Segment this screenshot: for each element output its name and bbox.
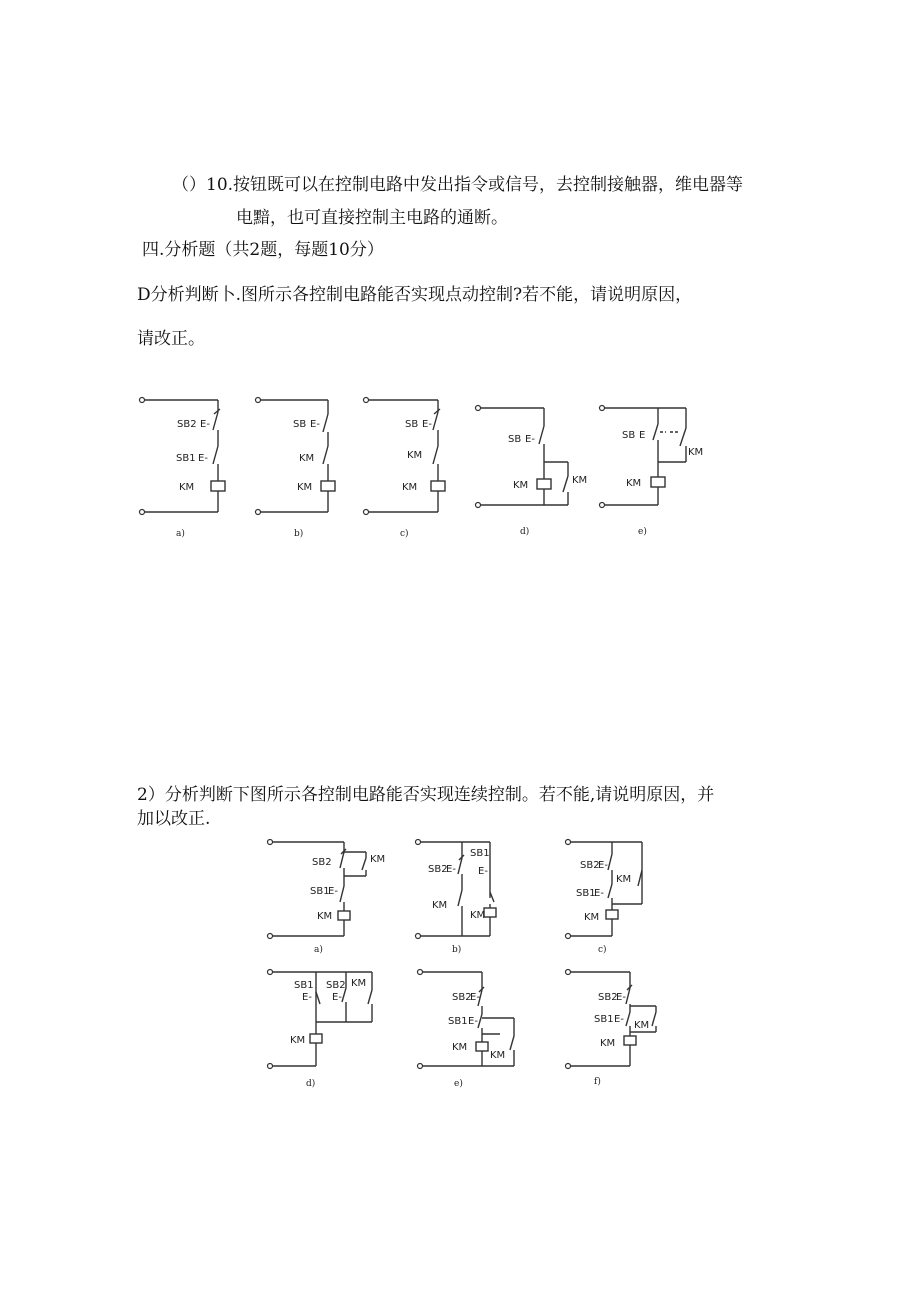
label-sb2: SB2 xyxy=(428,864,448,875)
caption-a: a) xyxy=(176,529,185,539)
caption-e: e) xyxy=(638,527,647,537)
circuit-2e xyxy=(418,970,515,1090)
circuit-2b xyxy=(416,840,497,956)
label-e: E- xyxy=(594,888,604,899)
figure-2-continuous-control-circuits xyxy=(260,832,680,1094)
label-sb2: SB2 xyxy=(312,857,332,868)
label-e: E- xyxy=(200,419,210,430)
section-4-title: 四.分析题（共2题，每题10分） xyxy=(142,240,384,260)
caption-e: e) xyxy=(454,1079,463,1089)
problem-1-line-2: 请改正。 xyxy=(137,329,205,349)
label-km: KM xyxy=(297,482,313,493)
label-e: E- xyxy=(616,992,626,1003)
label-e: E- xyxy=(310,419,320,430)
caption-a: a) xyxy=(314,945,323,955)
label-sb1: SB1 xyxy=(176,453,196,464)
label-km: KM xyxy=(513,480,529,491)
caption-b: b) xyxy=(452,945,462,955)
label-sb: SB xyxy=(622,430,636,441)
label-sb2: SB2 xyxy=(452,992,472,1003)
label-sb: SB xyxy=(293,419,307,430)
label-sb1: SB1 xyxy=(594,1014,614,1025)
label-sb1: SB1 xyxy=(448,1016,468,1027)
label-km: KM xyxy=(407,450,423,461)
caption-d: d) xyxy=(306,1079,316,1089)
problem-2-line-1: 2）分析判断下图所示各控制电路能否实现连续控制。若不能,请说明原因，并 xyxy=(137,785,715,805)
label-km: KM xyxy=(351,978,367,989)
label-e: E- xyxy=(446,864,456,875)
question-10-line-1: （）10.按钮既可以在控制电路中发出指令或信号，去控制接触器，维电器等 xyxy=(172,175,744,195)
label-km: KM xyxy=(452,1042,468,1053)
circuit-1c xyxy=(364,398,446,540)
problem-2-line-2: 加以改正. xyxy=(137,809,211,829)
label-km: KM xyxy=(572,475,588,486)
caption-d: d) xyxy=(520,527,530,537)
label-e: E- xyxy=(328,886,338,897)
circuit-1e xyxy=(600,406,704,538)
circuit-2d xyxy=(268,970,373,1090)
label-km: KM xyxy=(402,482,418,493)
label-e: E- xyxy=(478,866,488,877)
label-e: E- xyxy=(598,860,608,871)
circuit-1d xyxy=(476,406,588,538)
label-sb: SB xyxy=(405,419,419,430)
label-sb2: SB2 xyxy=(326,980,346,991)
label-e: E- xyxy=(302,992,312,1003)
caption-c: c) xyxy=(598,945,607,955)
label-km: KM xyxy=(179,482,195,493)
label-km: KM xyxy=(290,1035,306,1046)
label-km: KM xyxy=(600,1038,616,1049)
caption-b: b) xyxy=(294,529,304,539)
label-km: KM xyxy=(584,912,600,923)
label-km: KM xyxy=(634,1020,650,1031)
problem-1-line-1: D分析判断卜.图所示各控制电路能否实现点动控制?若不能，请说明原因， xyxy=(137,285,693,305)
label-km: KM xyxy=(616,874,632,885)
question-10-line-2: 电黯，也可直接控制主电路的通断。 xyxy=(236,208,508,228)
label-km: KM xyxy=(317,911,333,922)
label-km: KM xyxy=(299,453,315,464)
label-e: E- xyxy=(468,1016,478,1027)
label-e: E- xyxy=(614,1014,624,1025)
label-sb2: SB2 xyxy=(598,992,618,1003)
label-sb1: SB1 xyxy=(294,980,314,991)
label-sb2: SB2 xyxy=(580,860,600,871)
circuit-2a xyxy=(268,840,386,956)
label-km: KM xyxy=(470,910,486,921)
label-e: E- xyxy=(422,419,432,430)
circuit-2f xyxy=(566,970,657,1088)
label-km: KM xyxy=(432,900,448,911)
label-e: E- xyxy=(525,434,535,445)
label-sb: SB xyxy=(508,434,522,445)
label-km: KM xyxy=(370,854,386,865)
label-e: E- xyxy=(332,992,342,1003)
circuit-1b xyxy=(256,398,336,540)
label-sb1: SB1 xyxy=(310,886,330,897)
label-sb1: SB1 xyxy=(576,888,596,899)
circuit-1a xyxy=(140,398,226,540)
label-e: E- xyxy=(198,453,208,464)
figure-1-point-control-circuits xyxy=(130,388,710,548)
caption-f: f) xyxy=(594,1077,601,1087)
caption-c: c) xyxy=(400,529,409,539)
label-sb2: SB2 xyxy=(177,419,197,430)
label-e: E- xyxy=(470,992,480,1003)
label-km: KM xyxy=(626,478,642,489)
circuit-2c xyxy=(566,840,643,956)
label-km: KM xyxy=(688,447,704,458)
label-km: KM xyxy=(490,1050,506,1061)
label-e2: E xyxy=(639,430,646,441)
label-sb1: SB1 xyxy=(470,848,490,859)
